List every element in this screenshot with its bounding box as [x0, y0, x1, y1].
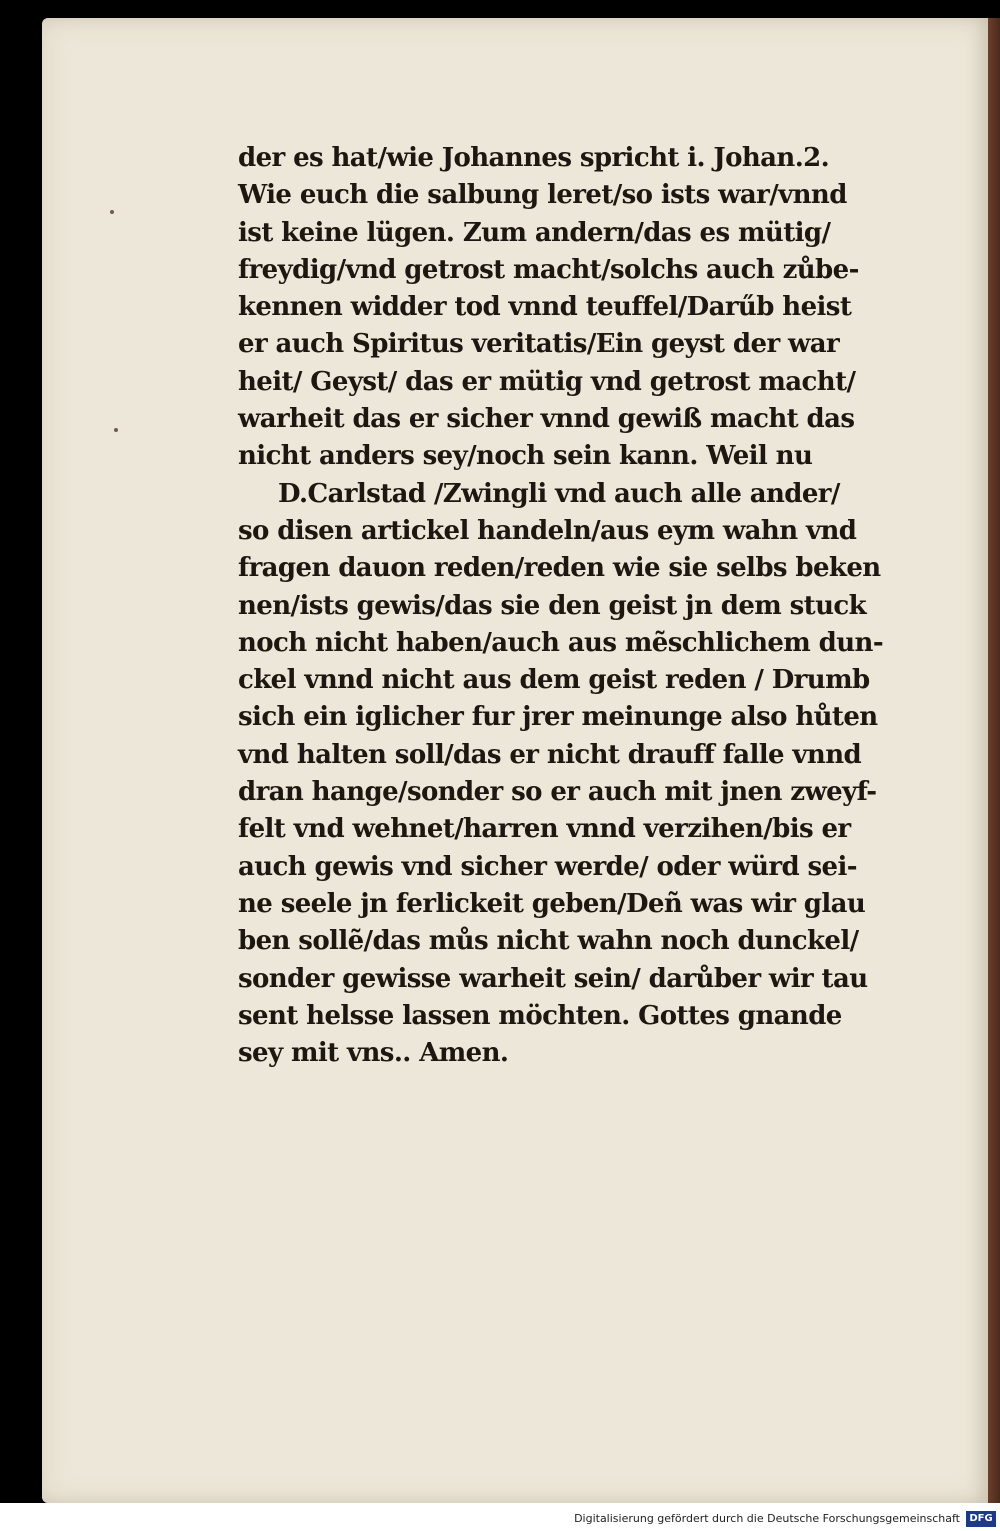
text-line: ist keine lügen. Zum andern/das es mütig/	[238, 217, 831, 248]
text-line: noch nicht haben/auch aus mẽschlichem dun-	[238, 627, 884, 658]
text-line: ckel vnnd nicht aus dem geist reden / Drumb	[238, 665, 870, 696]
text-line: sich ein iglicher fur jrer meinunge also hůten	[238, 702, 878, 733]
text-line: sey mit vns.. Amen.	[238, 1038, 509, 1069]
text-line: D.Carlstad /Zwingli vnd auch alle ander/	[278, 478, 840, 509]
text-line: felt vnd wehnet/harren vnnd verzihen/bis er	[238, 814, 851, 845]
speck-mark	[114, 428, 118, 432]
text-line: fragen dauon reden/reden wie sie selbs beken	[238, 553, 881, 584]
text-line: nicht anders sey/noch sein kann. Weil nu	[238, 441, 813, 472]
text-line: Wie euch die salbung leret/so ists war/vnnd	[238, 180, 847, 211]
text-line: dran hange/sonder so er auch mit jnen zweyf-	[238, 777, 877, 808]
text-line: ben sollẽ/das můs nicht wahn noch dunckel/	[238, 926, 859, 957]
page-edge	[988, 18, 1000, 1503]
text-line: kennen widder tod vnnd teuffel/Darűb heist	[238, 292, 852, 323]
text-line: heit/ Geyst/ das er mütig vnd getrost macht/	[238, 366, 856, 397]
text-line: ne seele jn ferlickeit geben/Deñ was wir glau	[238, 888, 866, 919]
text-line: sonder gewisse warheit sein/ darůber wir tau	[238, 963, 868, 994]
text-line: sent helsse lassen möchten. Gottes gnande	[238, 1000, 842, 1031]
text-line: vnd halten soll/das er nicht drauff falle vnnd	[238, 739, 862, 770]
footer-bar	[0, 1503, 1000, 1531]
footer-credit: Digitalisierung gefördert durch die Deutsche Forschungsgemeinschaft	[574, 1512, 960, 1525]
text-line: so disen artickel handeln/aus eym wahn vnd	[238, 515, 857, 546]
text-line: er auch Spiritus veritatis/Ein geyst der war	[238, 329, 840, 360]
speck-mark	[110, 210, 114, 214]
dfg-logo: DFG	[966, 1511, 996, 1527]
text-line: warheit das er sicher vnnd gewiß macht das	[238, 404, 855, 435]
page-text	[238, 140, 938, 1072]
text-line: nen/ists gewis/das sie den geist jn dem stuck	[238, 590, 867, 621]
text-line: freydig/vnd getrost macht/solchs auch zůbe-	[238, 254, 859, 285]
text-line: auch gewis vnd sicher werde/ oder würd sei-	[238, 851, 857, 882]
text-line: der es hat/wie Johannes spricht i. Johan.2.	[238, 143, 830, 173]
